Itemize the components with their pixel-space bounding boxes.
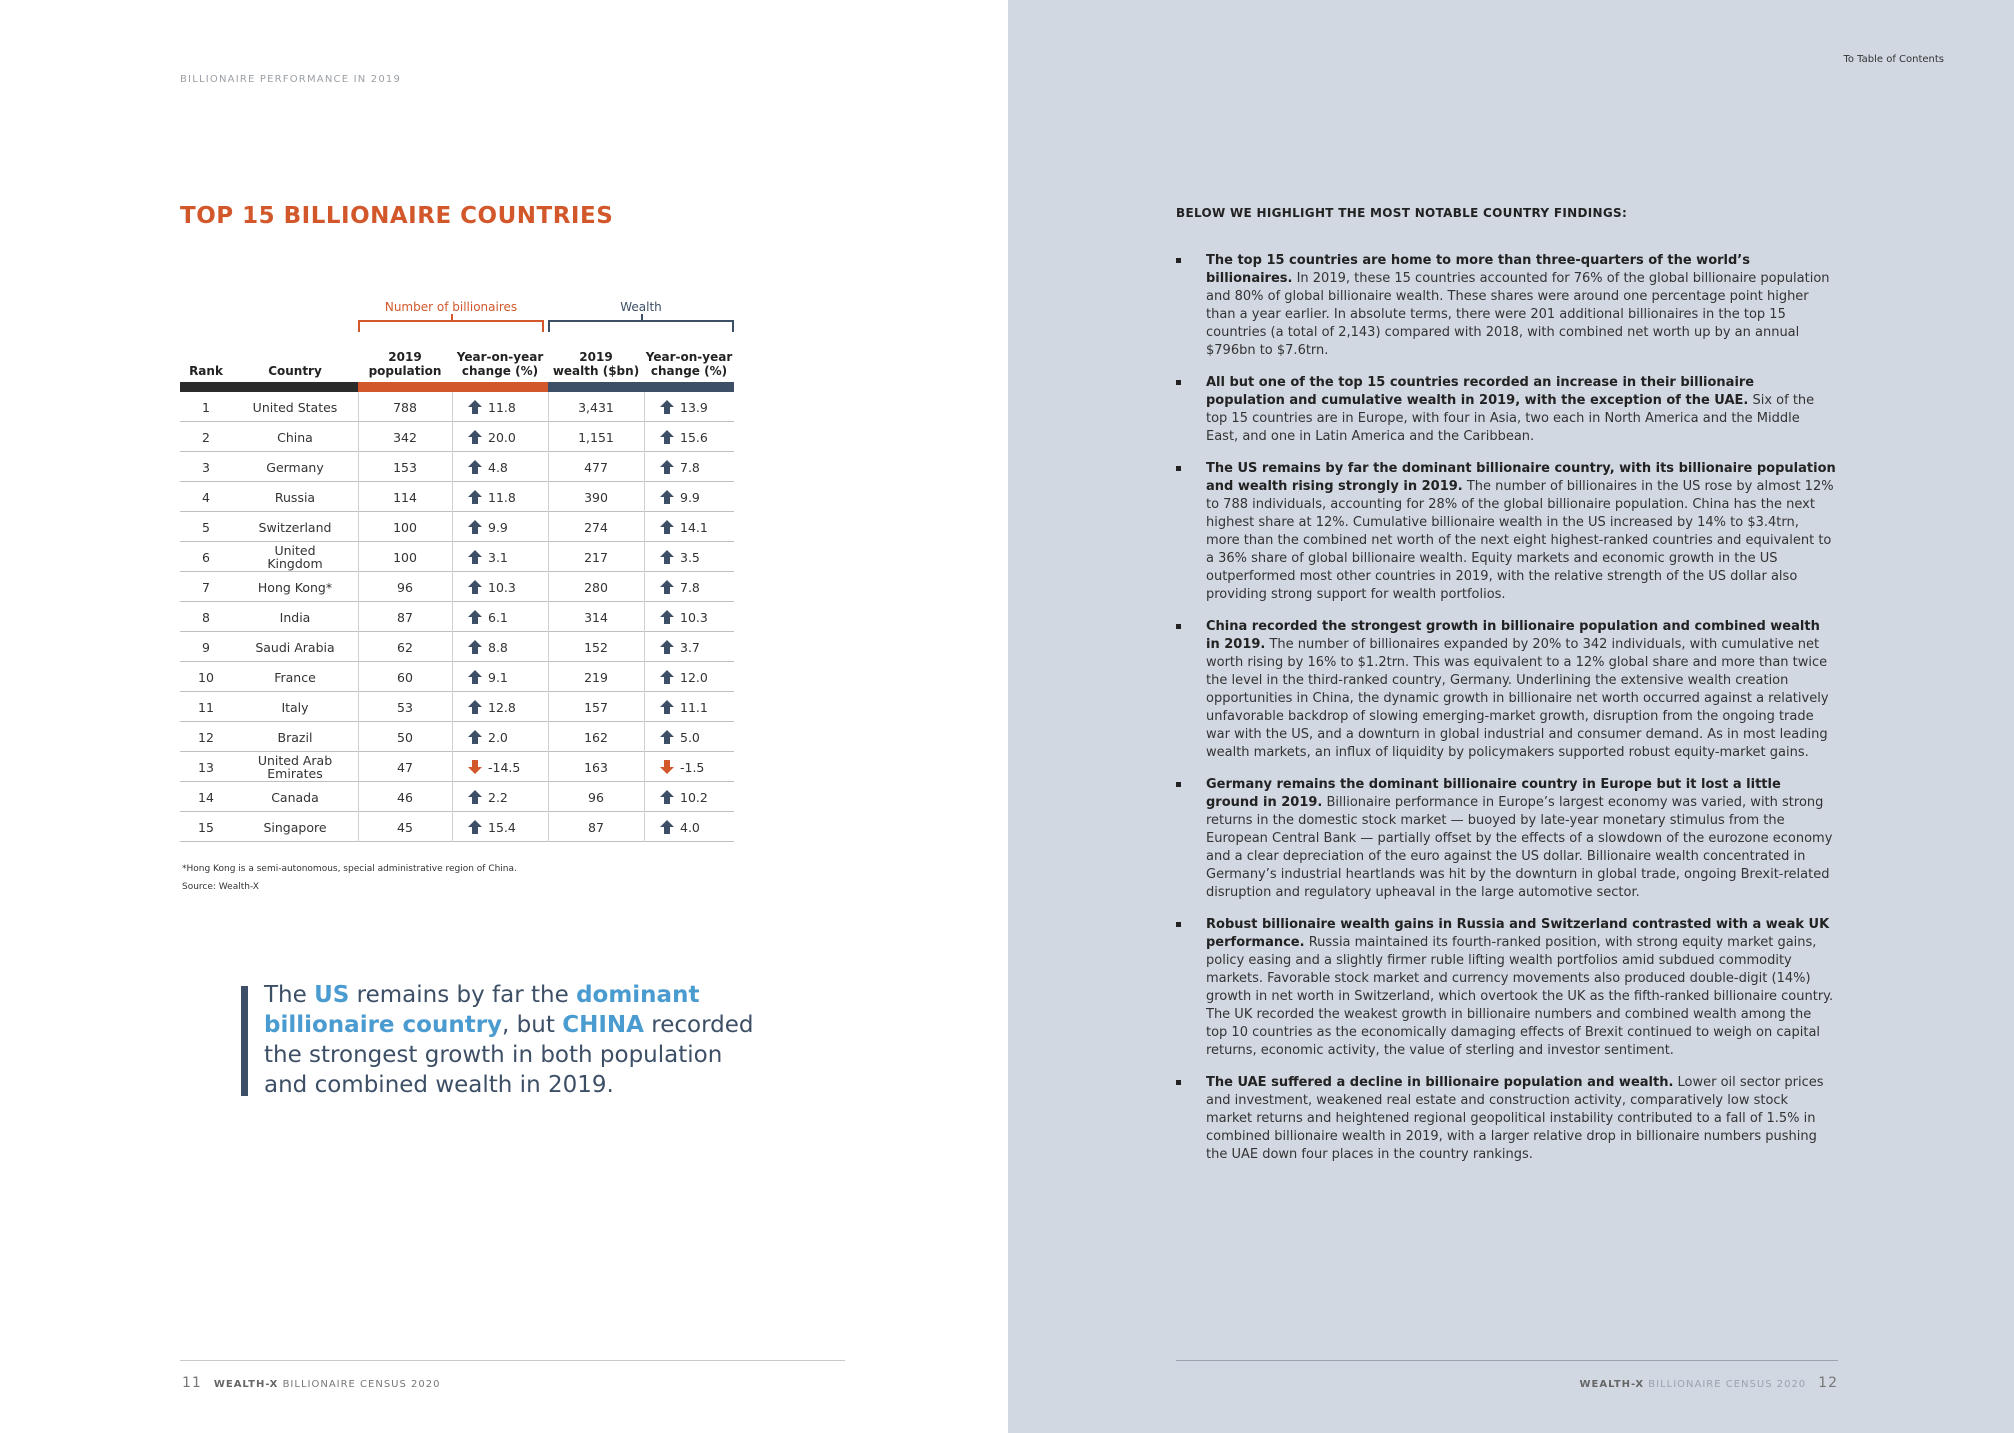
table-row	[180, 452, 734, 482]
table-row	[180, 812, 734, 842]
arrow-up-icon	[660, 400, 674, 414]
cell-text: 12.0	[680, 669, 708, 685]
cell-text: 15.4	[488, 819, 516, 835]
cell-text: 12	[198, 729, 214, 745]
header-rank: Rank	[189, 364, 223, 378]
cell-text: 2	[202, 429, 210, 445]
cell-pop	[358, 692, 452, 722]
cell-text: 5.0	[680, 729, 700, 745]
cell-text: 46	[397, 789, 413, 805]
cell-wealth	[548, 512, 644, 542]
cell-wealth	[548, 602, 644, 632]
quote-highlight-china: CHINA	[562, 1012, 644, 1038]
arrow-up-icon	[660, 430, 674, 444]
cell-pop-chg	[452, 482, 548, 512]
cell-wealth-chg	[644, 542, 734, 572]
cell-pop	[358, 662, 452, 692]
header-pop-change-line1: Year-on-year	[456, 350, 544, 364]
cell-pop-chg	[452, 692, 548, 722]
cell-wealth	[548, 812, 644, 842]
cell-text: France	[274, 669, 316, 685]
cell-text: 10.2	[680, 789, 708, 805]
cell-country	[232, 722, 358, 752]
cell-rank	[180, 512, 232, 542]
cell-pop-chg	[452, 512, 548, 542]
cell-wealth-chg	[644, 572, 734, 602]
finding-text: In 2019, these 15 countries accounted for 76% of the global billionaire population and 80% of global billionaire wealth. These shares were around one percentage point higher than a year earlier. In absolute terms, there were 201 additional billionaires in the top 15 countries (a total of 2,143) compared with 2018, with combined net worth up by an annual $796bn to $7.6trn.	[1206, 271, 1830, 358]
cell-text: 11.8	[488, 489, 516, 505]
cell-pop	[358, 722, 452, 752]
header-pop-change	[452, 350, 548, 378]
cell-text: Canada	[271, 789, 319, 805]
finding-item	[1176, 776, 1836, 902]
cell-text: Hong Kong*	[257, 579, 333, 595]
cell-text: Germany	[266, 459, 324, 475]
quote-text-3: , but	[502, 1012, 563, 1038]
table-row	[180, 692, 734, 722]
cell-text: 14.1	[680, 519, 708, 535]
header-wealth-change	[644, 350, 734, 378]
cell-country	[232, 422, 358, 452]
cell-text: 11.8	[488, 399, 516, 415]
group-label-billionaires: Number of billionaires	[384, 300, 518, 314]
cell-pop-chg	[452, 662, 548, 692]
cell-text: 3,431	[578, 399, 614, 415]
cell-pop	[358, 512, 452, 542]
cell-text: 314	[584, 609, 608, 625]
cell-text: 390	[584, 489, 608, 505]
cell-text: 2.2	[488, 789, 508, 805]
color-bar-orange	[358, 382, 548, 392]
cell-country	[232, 782, 358, 812]
cell-text: 14	[198, 789, 214, 805]
header-color-bar	[180, 382, 734, 392]
cell-text: Switzerland	[258, 519, 332, 535]
header-wealth-line2: wealth ($bn)	[552, 364, 640, 378]
cell-wealth	[548, 422, 644, 452]
cell-text: 6	[202, 549, 210, 565]
cell-country	[232, 752, 358, 782]
cell-pop	[358, 782, 452, 812]
color-bar-dark	[180, 382, 358, 392]
cell-text: 6.1	[488, 609, 508, 625]
cell-text: 3	[202, 459, 210, 475]
cell-text: India	[279, 609, 311, 625]
finding-item	[1176, 374, 1836, 446]
cell-pop	[358, 572, 452, 602]
cell-text: 5	[202, 519, 210, 535]
footer-right	[1580, 1375, 1838, 1391]
table-row	[180, 722, 734, 752]
pull-quote	[264, 980, 754, 1100]
cell-rank	[180, 482, 232, 512]
header-wealth-line1: 2019	[579, 350, 613, 364]
finding-text: The number of billionaires expanded by 20% to 342 individuals, with cumulative net worth rising by 16% to $1.2trn. This was equivalent to a 12% global share and more than twice the level in the third-ranked country, Germany. Underlining the extensive wealth creation opportunities in China, the dynamic growth in billionaire net worth occurred against a relatively unfavorable backdrop of slowing emerging-market growth, disruption from the ongoing trade war with the US, and a downturn in global industrial and consumer demand. As in most leading wealth markets, an influx of liquidity by policymakers supported robust equity-market gains.	[1206, 637, 1829, 760]
cell-wealth	[548, 482, 644, 512]
table-row	[180, 392, 734, 422]
arrow-down-icon	[660, 760, 674, 774]
cell-text: 3.5	[680, 549, 700, 565]
finding-text: Russia maintained its fourth-ranked position, with strong equity market gains, policy easing and a slightly firmer ruble lifting wealth portfolios amid subdued commodity markets. Favorable stock market and currency movements also produced double-digit (14%) growth in net worth in Switzerland, which overtook the UK as the fifth-ranked billionaire country. The UK recorded the weakest growth in billionaire numbers and combined wealth among the top 10 countries as the economically damaging effects of Brexit continued to weigh on capital returns, economic activity, the value of sterling and investor sentiment.	[1206, 935, 1834, 1058]
cell-text: -14.5	[488, 759, 521, 775]
cell-rank	[180, 542, 232, 572]
cell-text: 1	[202, 399, 210, 415]
cell-country	[232, 512, 358, 542]
arrow-up-icon	[660, 700, 674, 714]
finding-item	[1176, 916, 1836, 1060]
cell-text: 9	[202, 639, 210, 655]
arrow-up-icon	[660, 730, 674, 744]
cell-text: 47	[397, 759, 413, 775]
cell-country	[232, 572, 358, 602]
cell-text: 2.0	[488, 729, 508, 745]
cell-text: 114	[393, 489, 417, 505]
cell-text: 9.9	[488, 519, 508, 535]
table-row	[180, 512, 734, 542]
cell-rank	[180, 752, 232, 782]
arrow-up-icon	[468, 430, 482, 444]
cell-text: 50	[397, 729, 413, 745]
cell-pop	[358, 392, 452, 422]
arrow-up-icon	[660, 460, 674, 474]
finding-lead: China recorded the strongest growth in billionaire population and combined wealth in 2019.	[1206, 619, 1820, 652]
cell-country	[232, 452, 358, 482]
cell-text: 10	[198, 669, 214, 685]
cell-country	[232, 632, 358, 662]
arrow-up-icon	[468, 640, 482, 654]
arrow-up-icon	[660, 670, 674, 684]
cell-text: China	[277, 429, 313, 445]
cell-wealth-chg	[644, 692, 734, 722]
finding-lead: Germany remains the dominant billionaire country in Europe but it lost a little ground in 2019.	[1206, 777, 1781, 810]
cell-text: 163	[584, 759, 608, 775]
cell-wealth	[548, 662, 644, 692]
cell-pop	[358, 422, 452, 452]
cell-text: 10.3	[488, 579, 516, 595]
cell-text: 11.1	[680, 699, 708, 715]
group-header-billionaires	[358, 300, 544, 340]
cell-country	[232, 812, 358, 842]
cell-text: 87	[397, 609, 413, 625]
cell-pop-chg	[452, 422, 548, 452]
page-title: TOP 15 BILLIONAIRE COUNTRIES	[180, 203, 614, 229]
table-row	[180, 752, 734, 782]
cell-wealth-chg	[644, 422, 734, 452]
arrow-down-icon	[468, 760, 482, 774]
cell-wealth-chg	[644, 452, 734, 482]
cell-text: 7.8	[680, 579, 700, 595]
column-headers	[180, 344, 734, 378]
cell-country	[232, 482, 358, 512]
cell-text: 20.0	[488, 429, 516, 445]
cell-text: Russia	[274, 489, 316, 505]
arrow-up-icon	[660, 490, 674, 504]
table-row	[180, 572, 734, 602]
quote-bar	[241, 986, 248, 1096]
cell-pop	[358, 602, 452, 632]
group-header-wealth	[548, 300, 734, 340]
arrow-up-icon	[468, 610, 482, 624]
quote-highlight-dominant: dominant billionaire country	[264, 982, 700, 1038]
finding-lead: The top 15 countries are home to more than three-quarters of the world’s billionaires.	[1206, 253, 1750, 286]
arrow-up-icon	[660, 640, 674, 654]
cell-text: 157	[584, 699, 608, 715]
finding-item	[1176, 460, 1836, 604]
arrow-up-icon	[660, 580, 674, 594]
cell-text: 280	[584, 579, 608, 595]
cell-text: 12.8	[488, 699, 516, 715]
cell-text: 87	[588, 819, 604, 835]
cell-wealth	[548, 722, 644, 752]
arrow-up-icon	[468, 700, 482, 714]
cell-text: 7.8	[680, 459, 700, 475]
cell-pop	[358, 482, 452, 512]
table-row	[180, 422, 734, 452]
cell-text: 60	[397, 669, 413, 685]
header-wealth-change-line1: Year-on-year	[645, 350, 733, 364]
cell-wealth	[548, 632, 644, 662]
cell-text: 162	[584, 729, 608, 745]
cell-text: 13.9	[680, 399, 708, 415]
cell-text: Singapore	[263, 819, 327, 835]
cell-text: 9.1	[488, 669, 508, 685]
cell-pop-chg	[452, 722, 548, 752]
cell-text: 15.6	[680, 429, 708, 445]
cell-wealth-chg	[644, 662, 734, 692]
cell-text: 3.7	[680, 639, 700, 655]
cell-pop-chg	[452, 752, 548, 782]
cell-text: 4	[202, 489, 210, 505]
findings-list	[1176, 252, 1836, 1178]
cell-text: 274	[584, 519, 608, 535]
cell-text: 62	[397, 639, 413, 655]
arrow-up-icon	[468, 580, 482, 594]
cell-text: Saudi Arabia	[255, 639, 335, 655]
cell-pop-chg	[452, 782, 548, 812]
cell-wealth-chg	[644, 632, 734, 662]
cell-text: 4.0	[680, 819, 700, 835]
cell-wealth	[548, 392, 644, 422]
color-bar-slate	[548, 382, 734, 392]
cell-text: 53	[397, 699, 413, 715]
quote-text-4: recorded the strongest growth in both population and combined wealth in 2019.	[264, 1012, 754, 1098]
header-population-line2: population	[368, 364, 442, 378]
arrow-up-icon	[660, 610, 674, 624]
table-row	[180, 602, 734, 632]
finding-lead: The US remains by far the dominant billionaire country, with its billionaire population and wealth rising strongly in 2019.	[1206, 461, 1836, 494]
cell-wealth-chg	[644, 602, 734, 632]
quote-text-2: remains by far the	[349, 982, 577, 1008]
cell-pop	[358, 632, 452, 662]
cell-text: 10.3	[680, 609, 708, 625]
cell-text: -1.5	[680, 759, 705, 775]
cell-country	[232, 392, 358, 422]
section-label: BILLIONAIRE PERFORMANCE IN 2019	[180, 74, 402, 85]
arrow-up-icon	[468, 670, 482, 684]
cell-text: 342	[393, 429, 417, 445]
cell-text: 153	[393, 459, 417, 475]
arrow-up-icon	[468, 730, 482, 744]
arrow-up-icon	[660, 520, 674, 534]
finding-lead: Robust billionaire wealth gains in Russia and Switzerland contrasted with a weak UK performance.	[1206, 917, 1830, 950]
arrow-up-icon	[468, 520, 482, 534]
table-row	[180, 782, 734, 812]
footer-divider-right	[1176, 1360, 1838, 1361]
group-label-wealth: Wealth	[620, 300, 662, 314]
cell-rank	[180, 572, 232, 602]
cell-text: 7	[202, 579, 210, 595]
cell-text: 9.9	[680, 489, 700, 505]
table-source: Source: Wealth-X	[182, 882, 259, 892]
arrow-up-icon	[660, 550, 674, 564]
cell-wealth	[548, 572, 644, 602]
cell-text: 13	[198, 759, 214, 775]
table-row	[180, 482, 734, 512]
arrow-up-icon	[468, 400, 482, 414]
cell-country	[232, 542, 358, 572]
cell-wealth-chg	[644, 512, 734, 542]
cell-wealth-chg	[644, 482, 734, 512]
cell-wealth-chg	[644, 722, 734, 752]
cell-wealth-chg	[644, 782, 734, 812]
cell-pop-chg	[452, 632, 548, 662]
cell-text: 8.8	[488, 639, 508, 655]
footer-title-left: BILLIONAIRE CENSUS 2020	[278, 1379, 441, 1390]
cell-wealth	[548, 542, 644, 572]
cell-text: 217	[584, 549, 608, 565]
header-population	[358, 350, 452, 378]
cell-text: 15	[198, 819, 214, 835]
table-row	[180, 632, 734, 662]
table-row	[180, 542, 734, 572]
page-number-left: 11	[182, 1375, 202, 1391]
header-population-line1: 2019	[388, 350, 422, 364]
cell-rank	[180, 632, 232, 662]
cell-country	[232, 692, 358, 722]
footer-brand-left: WEALTH-X	[213, 1379, 279, 1390]
cell-text: United States	[252, 399, 338, 415]
cell-text: 11	[198, 699, 214, 715]
arrow-up-icon	[468, 550, 482, 564]
cell-country	[232, 602, 358, 632]
cell-pop-chg	[452, 452, 548, 482]
cell-rank	[180, 602, 232, 632]
quote-highlight-us: US	[314, 982, 350, 1008]
cell-wealth-chg	[644, 752, 734, 782]
footer-brand-right: WEALTH-X	[1579, 1379, 1645, 1390]
table-row	[180, 662, 734, 692]
cell-text: Italy	[281, 699, 309, 715]
arrow-up-icon	[468, 820, 482, 834]
cell-rank	[180, 782, 232, 812]
cell-text: United Kingdom	[267, 543, 323, 571]
cell-rank	[180, 662, 232, 692]
cell-text: 477	[584, 459, 608, 475]
cell-text: 788	[393, 399, 417, 415]
arrow-up-icon	[468, 490, 482, 504]
finding-text: The number of billionaires in the US rose by almost 12% to 788 individuals, accounting for 28% of the global billionaire population. China has the next highest share at 12%. Cumulative billionaire wealth in the US increased by 14% to $3.4trn, more than the combined net worth of the next eight highest-ranked countries and equivalent to a 36% share of global billionaire wealth. Equity markets and economic growth in the US outperformed most other countries in 2019, with the relative strength of the US dollar also providing strong support for wealth portfolios.	[1206, 479, 1834, 602]
cell-wealth	[548, 452, 644, 482]
cell-wealth	[548, 752, 644, 782]
cell-pop	[358, 542, 452, 572]
cell-text: 4.8	[488, 459, 508, 475]
cell-country	[232, 662, 358, 692]
footer-title-right: BILLIONAIRE CENSUS 2020	[1644, 1379, 1807, 1390]
finding-lead: All but one of the top 15 countries recorded an increase in their billionaire population and cumulative wealth in 2019, with the exception of the UAE.	[1206, 375, 1755, 408]
footer-left	[182, 1375, 440, 1391]
header-pop-change-line2: change (%)	[461, 364, 539, 378]
cell-text: 1,151	[578, 429, 614, 445]
header-wealth-change-line2: change (%)	[650, 364, 728, 378]
cell-text: 100	[393, 549, 417, 565]
cell-pop-chg	[452, 542, 548, 572]
footer-divider-left	[180, 1360, 845, 1361]
cell-text: 8	[202, 609, 210, 625]
cell-text: 96	[397, 579, 413, 595]
cell-rank	[180, 722, 232, 752]
table-footnote: *Hong Kong is a semi-autonomous, special administrative region of China.	[182, 864, 517, 874]
cell-pop	[358, 452, 452, 482]
header-wealth	[548, 350, 644, 378]
finding-text: Billionaire performance in Europe’s largest economy was varied, with strong returns in the domestic stock market — buoyed by late-year monetary stimulus from the European Central Bank — partially offset by the effects of a slowdown of the eurozone economy and a clear depreciation of the euro against the US dollar. Billionaire wealth concentrated in Germany’s industrial heartlands was hit by the downturn in global trade, ongoing Brexit-related disruption and regulatory upheaval in the large automotive sector.	[1206, 795, 1833, 900]
bracket-billionaires	[358, 320, 544, 332]
arrow-up-icon	[660, 790, 674, 804]
cell-pop-chg	[452, 812, 548, 842]
cell-pop	[358, 752, 452, 782]
cell-pop-chg	[452, 602, 548, 632]
cell-wealth	[548, 782, 644, 812]
table-body	[180, 392, 734, 842]
cell-wealth-chg	[644, 812, 734, 842]
header-country: Country	[268, 364, 322, 378]
cell-text: 96	[588, 789, 604, 805]
finding-item	[1176, 1074, 1836, 1164]
cell-rank	[180, 392, 232, 422]
arrow-up-icon	[660, 820, 674, 834]
cell-pop-chg	[452, 572, 548, 602]
cell-rank	[180, 452, 232, 482]
cell-text: 219	[584, 669, 608, 685]
cell-wealth-chg	[644, 392, 734, 422]
finding-item	[1176, 618, 1836, 762]
findings-heading: BELOW WE HIGHLIGHT THE MOST NOTABLE COUNTRY FINDINGS:	[1176, 206, 1628, 220]
cell-rank	[180, 692, 232, 722]
cell-text: 152	[584, 639, 608, 655]
page-number-right: 12	[1818, 1375, 1838, 1391]
cell-rank	[180, 422, 232, 452]
arrow-up-icon	[468, 460, 482, 474]
quote-text-1: The	[264, 982, 315, 1008]
finding-item	[1176, 252, 1836, 360]
cell-text: 3.1	[488, 549, 508, 565]
cell-wealth	[548, 692, 644, 722]
cell-text: 45	[397, 819, 413, 835]
finding-text: Lower oil sector prices and investment, weakened real estate and construction activity, comparatively low stock market returns and heightened regional geopolitical instability contributed to a fall of 1.5% in combined billionaire wealth in 2019, with a larger relative drop in billionaire numbers pushing the UAE down four places in the country rankings.	[1206, 1075, 1824, 1162]
cell-pop-chg	[452, 392, 548, 422]
cell-text: United Arab Emirates	[257, 753, 333, 781]
finding-text: Six of the top 15 countries are in Europe, with four in Asia, two each in North America and the Middle East, and one in Latin America and the Caribbean.	[1206, 393, 1815, 444]
bracket-wealth	[548, 320, 734, 332]
table-of-contents-link[interactable]: To Table of Contents	[1843, 54, 1944, 65]
cell-pop	[358, 812, 452, 842]
finding-lead: The UAE suffered a decline in billionaire population and wealth.	[1206, 1075, 1674, 1090]
arrow-up-icon	[468, 790, 482, 804]
cell-rank	[180, 812, 232, 842]
cell-text: 100	[393, 519, 417, 535]
cell-text: Brazil	[277, 729, 313, 745]
